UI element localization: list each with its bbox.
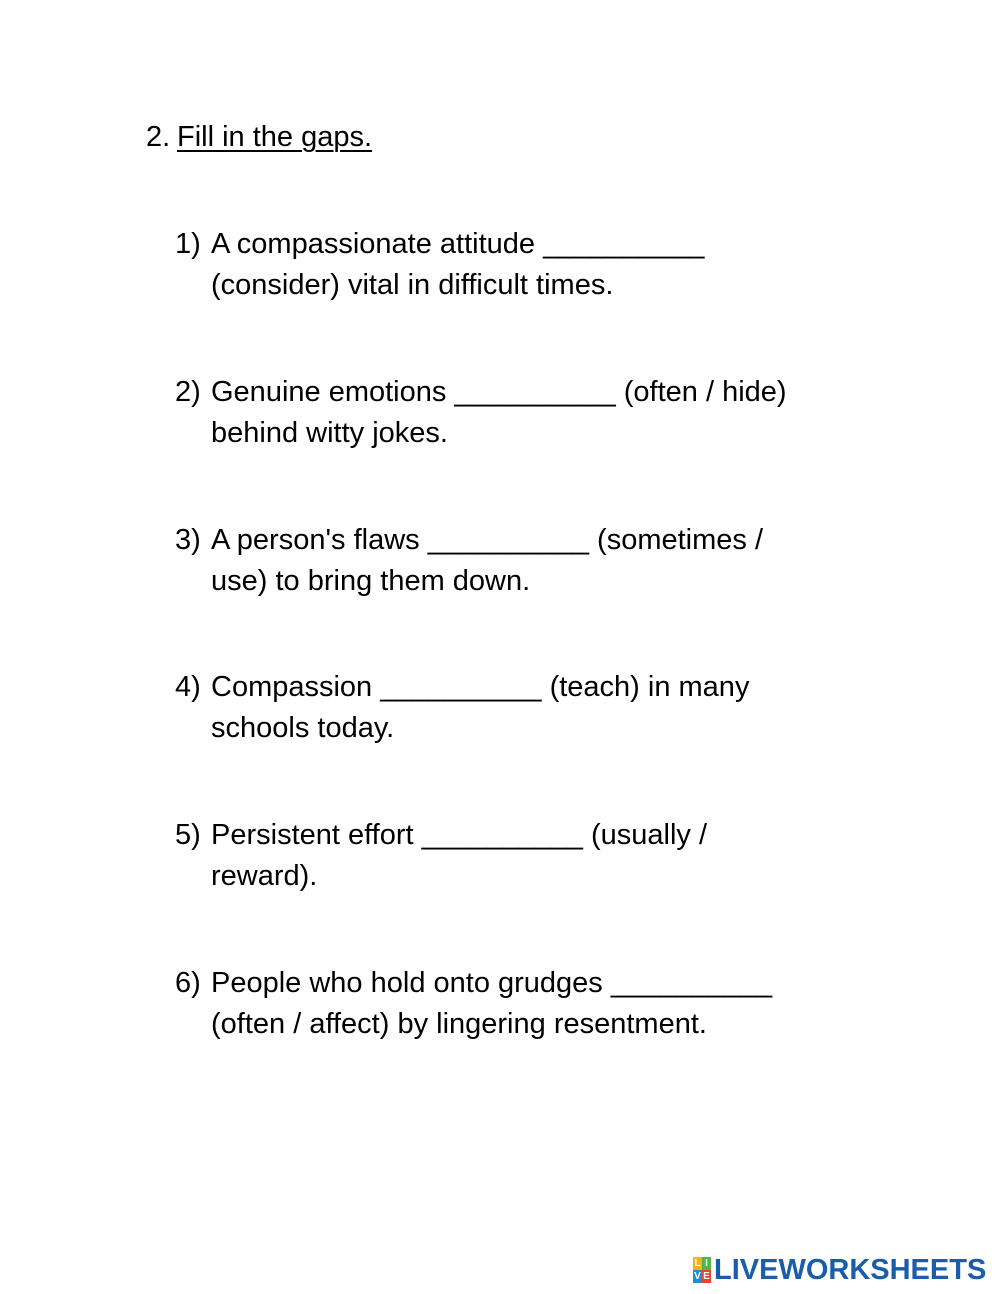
question-line: (often / affect) by lingering resentment. — [211, 1008, 707, 1040]
exercise-heading — [146, 118, 372, 156]
question-line: A compassionate attitude __________ — [211, 228, 705, 260]
question-number: 6) — [175, 967, 201, 999]
question-text — [211, 372, 875, 454]
exercise-title: Fill in the gaps. — [177, 121, 373, 153]
liveworksheets-logo — [693, 1252, 986, 1288]
question-text — [211, 520, 875, 602]
question-text — [211, 667, 875, 749]
liveworksheets-brand-text: LIVEWORKSHEETS — [714, 1254, 987, 1286]
question-number: 3) — [175, 524, 201, 556]
question-item — [175, 224, 875, 306]
question-line: reward). — [211, 860, 318, 892]
exercise-number: 2. — [146, 121, 171, 153]
liveworksheets-logo-icon — [693, 1257, 711, 1283]
question-text — [211, 963, 875, 1045]
question-number: 5) — [175, 819, 201, 851]
question-item — [175, 520, 875, 602]
logo-letter: E — [703, 1271, 710, 1282]
question-number: 4) — [175, 671, 201, 703]
question-number: 2) — [175, 376, 201, 408]
question-line: Genuine emotions __________ (often / hide) — [211, 376, 787, 408]
question-line: use) to bring them down. — [211, 565, 531, 597]
question-text — [211, 224, 875, 306]
logo-letter: V — [694, 1271, 701, 1282]
question-item — [175, 372, 875, 454]
question-line: Persistent effort __________ (usually / — [211, 819, 708, 851]
question-line: People who hold onto grudges __________ — [211, 967, 773, 999]
question-item — [175, 667, 875, 749]
question-line: A person's flaws __________ (sometimes / — [211, 524, 764, 556]
question-line: (consider) vital in difficult times. — [211, 269, 614, 301]
question-line: schools today. — [211, 712, 395, 744]
question-number: 1) — [175, 228, 201, 260]
question-item — [175, 815, 875, 897]
question-line: behind witty jokes. — [211, 417, 448, 449]
question-line: Compassion __________ (teach) in many — [211, 671, 750, 703]
logo-letter: L — [694, 1258, 701, 1269]
logo-letter: I — [702, 1257, 711, 1270]
question-text — [211, 815, 875, 897]
question-item — [175, 963, 875, 1045]
